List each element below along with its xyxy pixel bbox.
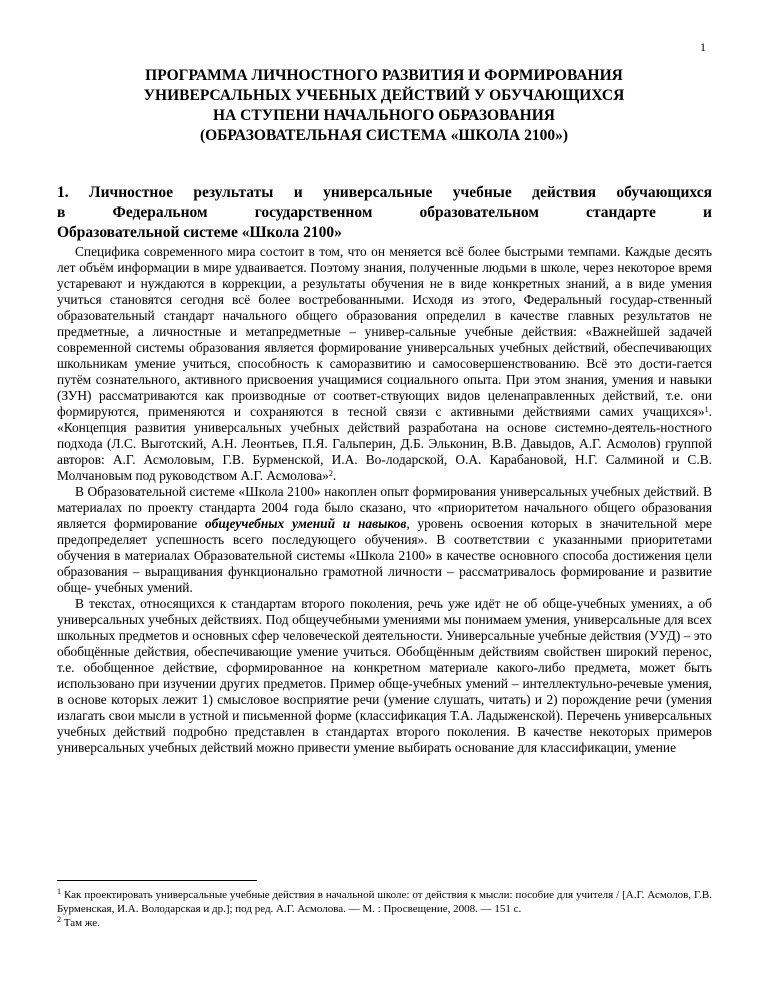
text-run: Специфика современного мира состоит в том, что он меняется всё более быстрыми темпами. Каждые десять лет объём информации в мире удваивается. Поэтому знания, полученные людьми в школе, через некоторое время устаревают и нуждаются в коррекции, а результаты обучения не в виде конкретных знаний, а в виде умения учиться становятся сегодня всё более востребованными. Исходя из этого, Федеральный государ-ственный образовательный стандарт начального общего образования определил в качестве главных результатов не предметные, а личностные и метапредметные – универ-сальные учебные действия: «Важнейшей задачей современной системы образования является формирование универсальных учебных действий, обеспечивающих школьникам умение учиться, способность к саморазвитию и самосовершенствованию. Всё это дости-гается путём сознательного, активного присвоения учащимися социального опыта. При этом знания, умения и навыки (ЗУН) рассматриваются как производные от соответ-ствующих видов целенаправленных действий, т.е. они формируются, применяются и сохраняются в тесной связи с активными действиями самих учащихся» bbox=[57, 244, 712, 419]
title-line: НА СТУПЕНИ НАЧАЛЬНОГО ОБРАЗОВАНИЯ bbox=[213, 107, 555, 124]
section-heading-line: в Федеральном государственном образовательном стандарте и bbox=[57, 204, 712, 221]
text-run: В Образовательной системе «Школа 2100» накоплен опыт формирования универсальных учебных действий. В материалах по проекту стандарта 2004 года было сказано, что «приоритетом начального общего образования является формирование bbox=[57, 484, 712, 531]
paragraph bbox=[57, 484, 712, 596]
text-run: . «Концепция развития универсальных учебных действий разработана на основе системно-деятель-ностного подхода (Л.С. Выготский, А.Н. Леонтьев, П.Я. Гальперин, Д.Б. Эльконин, В.В. Давыдов, А.Г. Асмолов) группой авторов: А.Г. Асмоловым, Г.В. Бурменской, И.А. Во-лодарской, О.А. Карабановой, Н.Г. Салминой и С.В. Молчановым под руководством А.Г. Асмолова» bbox=[57, 404, 712, 483]
footnote bbox=[57, 888, 712, 916]
section-heading bbox=[57, 183, 712, 243]
page-number: 1 bbox=[700, 40, 706, 54]
body-text bbox=[57, 244, 712, 756]
section-heading-line: 1. Личностное результаты и универсальные учебные действия обучающихся bbox=[57, 184, 712, 201]
title-line: УНИВЕРСАЛЬНЫХ УЧЕБНЫХ ДЕЙСТВИЙ У ОБУЧАЮЩИХСЯ bbox=[143, 87, 625, 104]
footnote-number: 1 bbox=[57, 887, 61, 896]
title-line: ПРОГРАММА ЛИЧНОСТНОГО РАЗВИТИЯ И ФОРМИРОВАНИЯ bbox=[145, 67, 623, 84]
title-line: (ОБРАЗОВАТЕЛЬНАЯ СИСТЕМА «ШКОЛА 2100») bbox=[199, 127, 569, 144]
footnote-ref[interactable]: 1 bbox=[704, 405, 709, 414]
footnote-number: 2 bbox=[57, 915, 61, 924]
footnote-ref[interactable]: 2 bbox=[328, 469, 333, 478]
paragraph bbox=[57, 244, 712, 484]
document-title bbox=[56, 66, 712, 146]
paragraph: В текстах, относящихся к стандартам второго поколения, речь уже идёт не об обще-учебных умениях, а об универсальных учебных действиях. Под общеучебными умениями мы понимаем умения, универсальные для всех школьных предметов и основных сфер человеческой деятельности. Универсальные учебные действия (УУД) – это обобщённые действия, обеспечивающие умение учиться. Обобщённым действиям свойствен широкий перенос, т.е. обобщенное действие, сформированное на конкретном материале какого-либо предмета, может быть использовано при изучении других предметов. Пример обще-учебных умений – интеллектульно-речевые умения, в основе которых лежит 1) смысловое восприятие речи (умение слушать, читать) и 2) порождение речи (умения излагать свои мысли в устной и письменной форме (классификация Т.А. Ладыженской). Перечень универсальных учебных действий подробно представлен в стандартах второго поколения. В качестве некоторых примеров универсальных учебных действий можно привести умение выбирать основание для классификации, умение bbox=[57, 596, 712, 755]
footnote-text: Там же. bbox=[63, 917, 100, 929]
footnote-separator bbox=[57, 880, 257, 881]
text-run: , уровень освоения которых в значительной мере предопределяет успешность всего последующего обучения». В соответствии с указанными приоритетами обучения в материалах Образовательной системы «Школа 2100» в качестве основного способа достижения цели образования – выращивания функционально грамотной личности – рассматривалось формирование и развитие обще- учебных умений. bbox=[57, 516, 712, 595]
footnotes bbox=[57, 888, 712, 930]
emphasis-text: общеучебных умений и навыков bbox=[204, 516, 407, 531]
section-heading-line: Образовательной системе «Школа 2100» bbox=[57, 224, 342, 241]
footnote-text: Как проектировать универсальные учебные действия в начальной школе: от действия к мысли: пособие для учителя / [А.Г. Асмолов, Г.В. Бурменская, И.А. Володарская и др.]; под ред. А.Г. Асмолова. — М. : Просвещение, 2008. — 151 с. bbox=[57, 889, 713, 915]
footnote bbox=[57, 916, 712, 930]
text-run: . bbox=[332, 468, 337, 483]
